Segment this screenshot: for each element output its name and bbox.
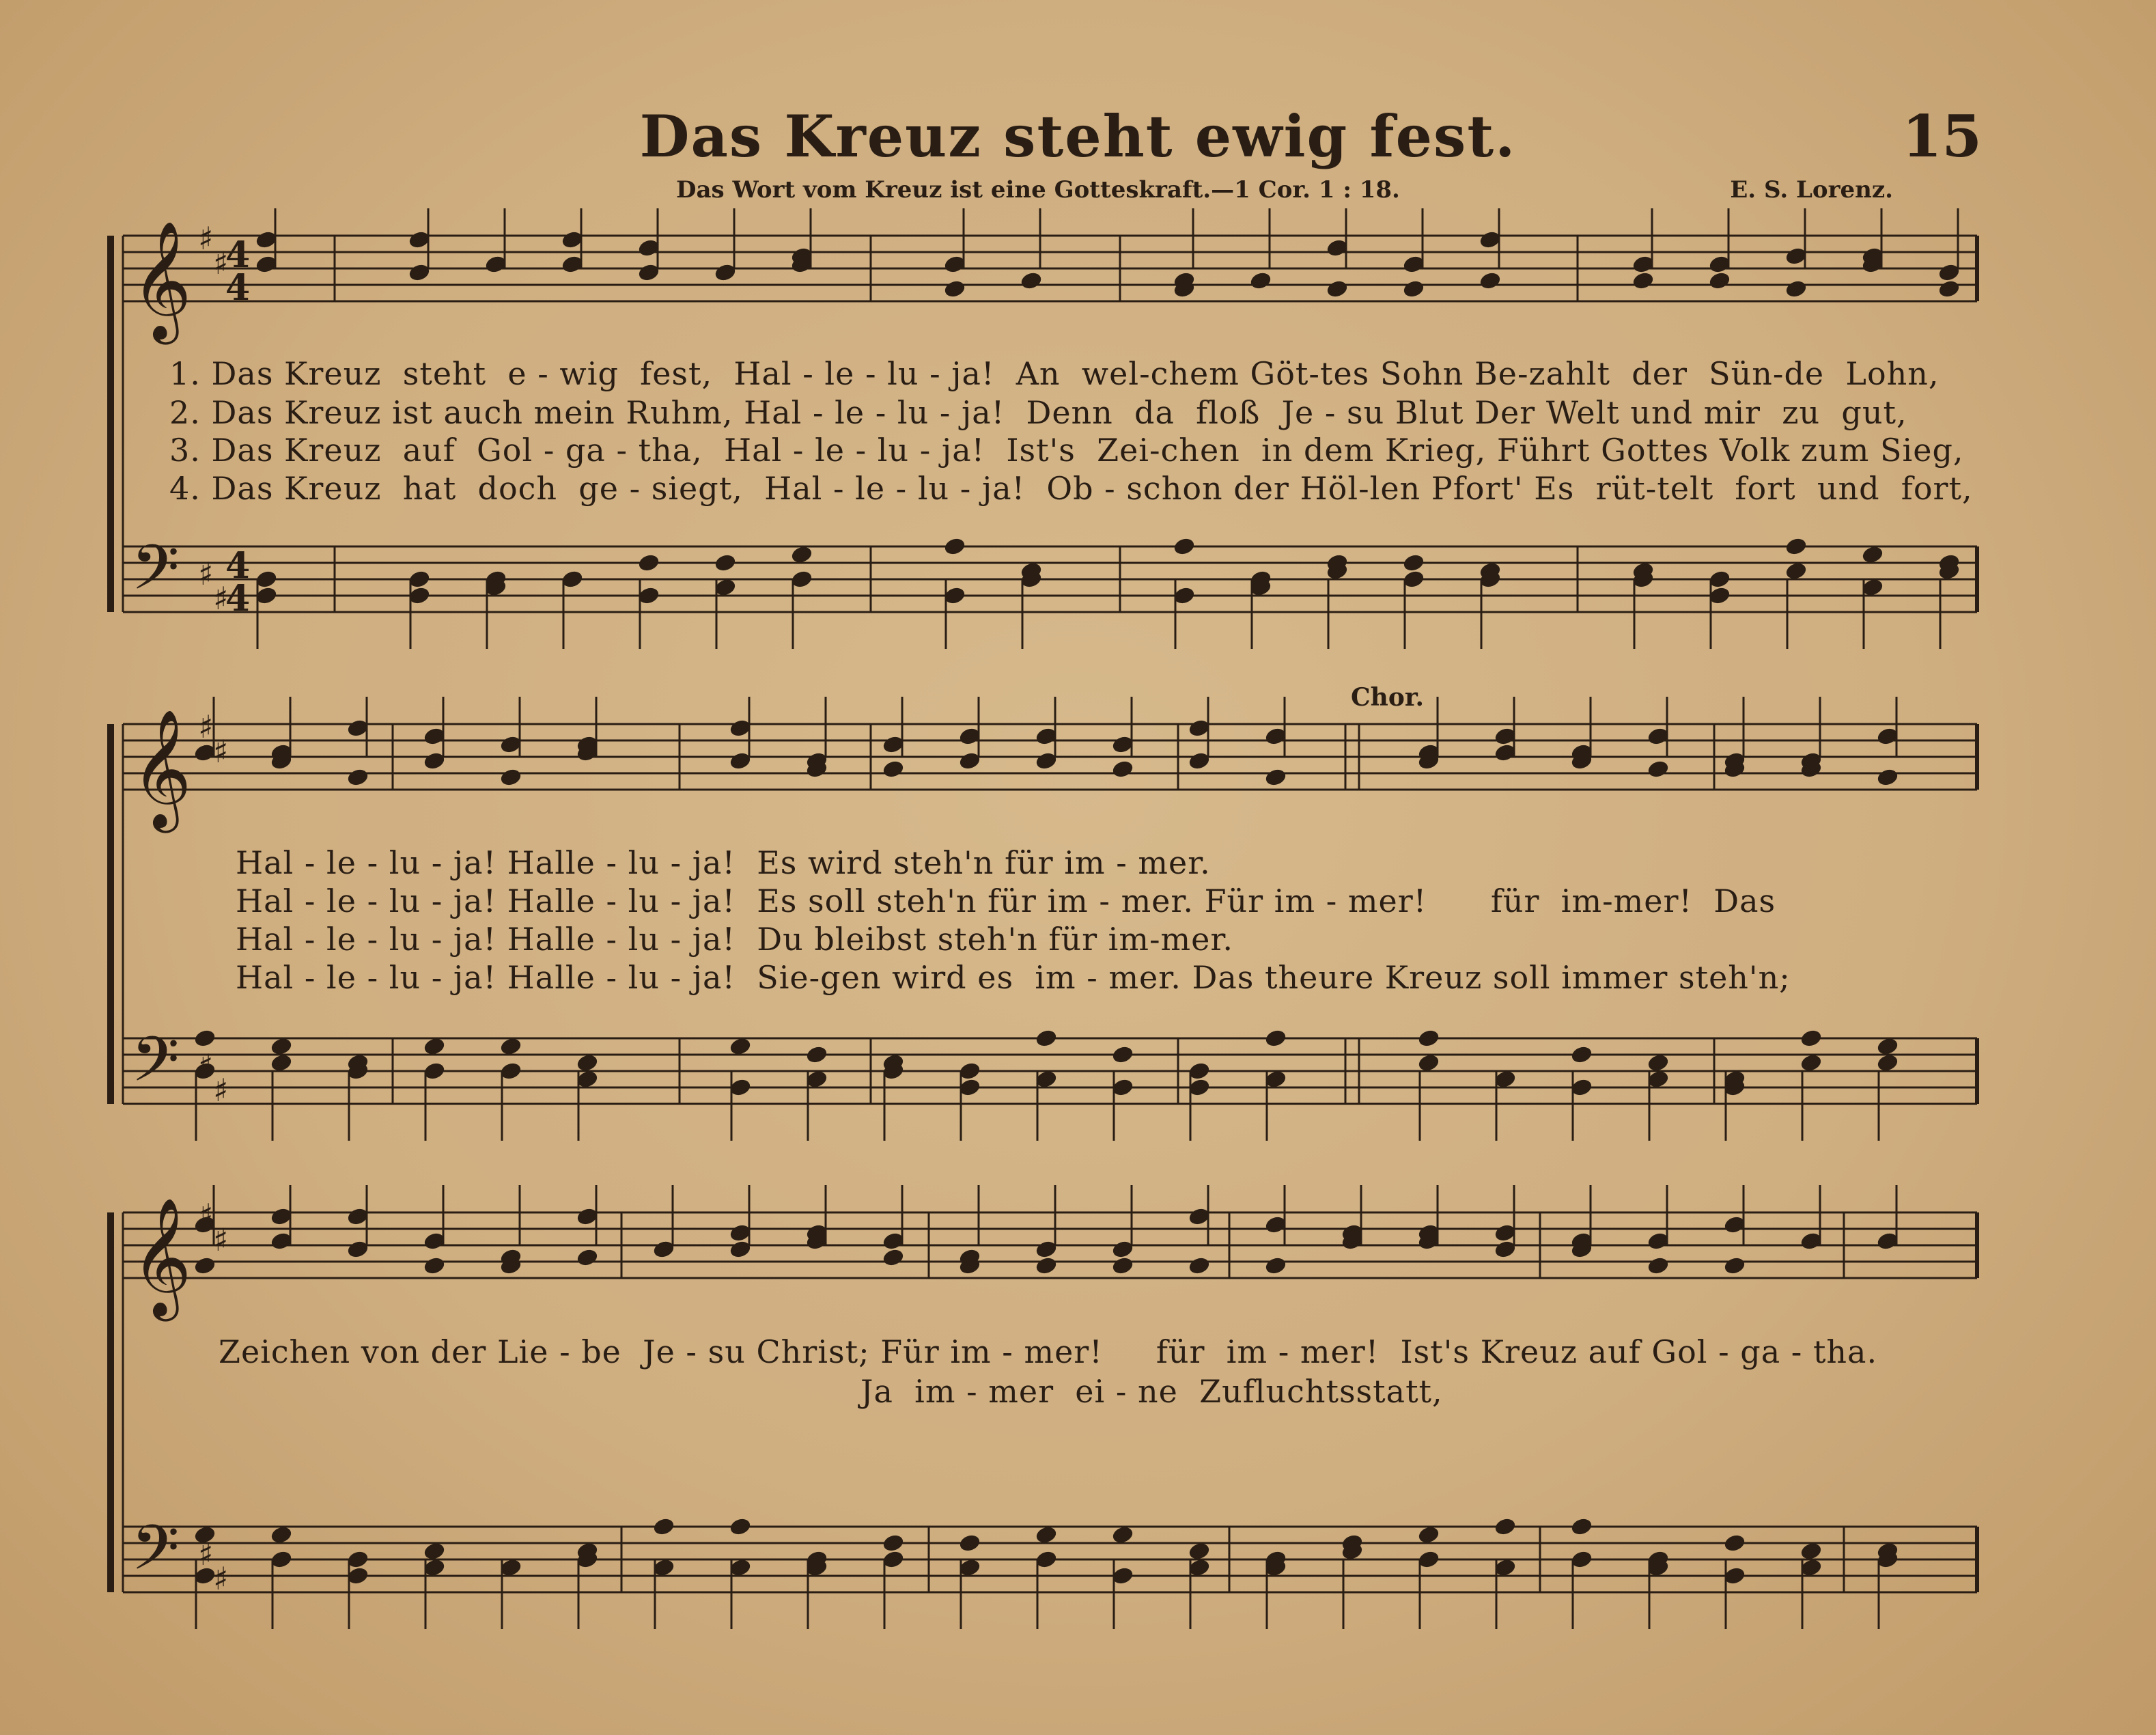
chorus-label: Chor. [1351,683,1425,712]
notehead-1-1-5-1 [576,1053,598,1072]
notehead-0-1-20-0 [1784,537,1807,556]
notehead-1-0-22-1 [1876,768,1899,787]
verse-2-lyrics: 2. Das Kreuz ist auch mein Ruhm, Hal - le - lu - ja! Denn da floß Je - su Blut Der Welt und mir zu gut, [169,394,1907,431]
notehead-1-1-0-0 [193,1029,216,1048]
bass-clef-1: 𝄢 [131,1023,180,1111]
composer-name: E. S. Lorenz. [1730,176,1893,204]
notehead-1-1-12-0 [1111,1045,1134,1064]
notehead-2-0-11-1 [1035,1256,1057,1275]
notehead-2-1-6-0 [652,1517,675,1536]
notehead-0-1-12-0 [1173,537,1195,556]
bass-clef-2: 𝄢 [131,1512,180,1599]
notehead-2-1-11-0 [1035,1525,1057,1544]
scripture-reference: Das Wort vom Kreuz ist eine Gotteskraft.—1 Cor. 1 : 18. [676,176,1400,204]
chorus-line-3-lyrics: Hal - le - lu - ja! Halle - lu - ja! Du bleibst steh'n für im-mer. [236,921,1233,958]
notehead-2-1-10-0 [958,1533,981,1553]
notehead-0-0-14-1 [1326,279,1348,299]
notehead-2-0-3-1 [423,1256,445,1275]
notehead-2-1-13-1 [1188,1542,1210,1561]
time-signature-treble-bottom: 4 [225,267,251,309]
notehead-2-0-20-1 [1723,1256,1746,1275]
notehead-1-1-19-1 [1647,1053,1669,1072]
notehead-1-1-16-1 [1417,1053,1440,1072]
notehead-1-1-21-0 [1800,1029,1822,1048]
notehead-2-1-20-0 [1723,1533,1746,1553]
final-line-2-lyrics: Ja im - mer ei - ne Zufluchtsstatt, [860,1373,1443,1410]
notehead-0-0-10-1 [1020,271,1042,290]
notehead-1-1-22-1 [1876,1053,1899,1072]
notehead-0-1-9-0 [943,537,966,556]
notehead-0-1-7-0 [790,545,813,564]
notehead-0-0-19-1 [1708,271,1731,290]
sharp-sign-2-1: ♯ [213,1221,229,1258]
sharp-sign-0-1: ♯ [213,245,229,281]
sharp-sign-2-3: ♯ [213,1560,229,1597]
notehead-1-1-4-0 [499,1037,522,1056]
notehead-2-1-17-0 [1494,1517,1516,1536]
notehead-2-0-12-1 [1111,1256,1134,1275]
treble-clef-1: 𝄞 [131,709,192,828]
verse-1-lyrics: 1. Das Kreuz steht e - wig fest, Hal - le - lu - ja! An wel-chem Göt-tes Sohn Be-zahlt der Sün-de Lohn, [169,355,1940,392]
sharp-sign-1-1: ♯ [213,733,229,770]
sharp-sign-1-0: ♯ [198,708,214,745]
notehead-2-1-12-0 [1111,1525,1134,1544]
treble-clef-2: 𝄞 [131,1197,192,1316]
notehead-1-0-2-1 [346,768,369,787]
notehead-2-1-18-0 [1570,1517,1593,1536]
notehead-2-1-1-0 [270,1525,292,1544]
sharp-sign-0-3: ♯ [213,580,229,617]
notehead-2-0-13-1 [1188,1256,1210,1275]
hymn-title: Das Kreuz steht ewig fest. [639,102,1517,170]
sharp-sign-0-2: ♯ [198,555,214,592]
time-signature-treble-top: 4 [225,234,251,276]
notehead-0-0-16-1 [1479,271,1501,290]
notehead-0-0-22-1 [1937,279,1960,299]
time-signature-bass-bottom: 4 [225,578,251,620]
notehead-0-1-15-0 [1402,553,1425,572]
notehead-1-0-9-1 [882,760,904,779]
sharp-sign-0-0: ♯ [198,220,214,257]
sharp-sign-2-0: ♯ [198,1197,214,1234]
notehead-1-0-4-1 [499,768,522,787]
notehead-0-0-15-1 [1402,279,1425,299]
time-signature-bass-top: 4 [225,545,251,587]
notehead-1-0-14-1 [1264,768,1287,787]
notehead-1-0-12-1 [1111,760,1134,779]
treble-clef-0: 𝄞 [131,221,192,339]
notehead-0-0-20-1 [1784,279,1807,299]
notehead-1-1-8-0 [805,1045,828,1064]
sharp-sign-1-2: ♯ [198,1047,214,1084]
chorus-line-2-lyrics: Hal - le - lu - ja! Halle - lu - ja! Es soll steh'n für im - mer. Für im - mer! für im-mer! Das [236,883,1776,919]
notehead-1-0-19-1 [1647,760,1669,779]
verse-3-lyrics: 3. Das Kreuz auf Gol - ga - tha, Hal - le - lu - ja! Ist's Zei-chen in dem Krieg, Führt Gottes Volk zum Sieg, [169,432,1964,469]
notehead-2-0-9-1 [882,1248,904,1267]
notehead-0-1-21-0 [1861,545,1884,564]
sharp-sign-2-2: ♯ [198,1536,214,1572]
notehead-1-1-11-0 [1035,1029,1057,1048]
verse-4-lyrics: 4. Das Kreuz hat doch ge - siegt, Hal - le - lu - ja! Ob - schon der Höl-len Pfort' Es rüt-telt fort und fort, [169,470,1973,507]
notehead-0-0-9-1 [943,279,966,299]
notehead-1-1-22-0 [1876,1037,1899,1056]
notehead-1-1-3-0 [423,1037,445,1056]
notehead-1-1-16-0 [1417,1029,1440,1048]
notehead-2-1-9-0 [882,1533,904,1553]
chorus-line-1-lyrics: Hal - le - lu - ja! Halle - lu - ja! Es wird steh'n für im - mer. [236,844,1211,881]
notehead-1-1-1-0 [270,1037,292,1056]
page-number: 15 [1902,102,1982,170]
notehead-1-1-7-0 [729,1037,751,1056]
notehead-0-0-18-0 [1632,271,1654,290]
notehead-2-0-0-1 [193,1256,216,1275]
notehead-0-1-6-0 [714,553,736,572]
notehead-2-1-21-0 [1800,1542,1822,1561]
notehead-1-1-14-0 [1264,1029,1287,1048]
chorus-line-4-lyrics: Hal - le - lu - ja! Halle - lu - ja! Sie-gen wird es im - mer. Das theure Kreuz soll immer steh'n; [236,959,1791,996]
notehead-2-1-3-1 [423,1542,445,1561]
notehead-2-1-7-0 [729,1517,751,1536]
final-line-1-lyrics: Zeichen von der Lie - be Je - su Christ; Für im - mer! für im - mer! Ist's Kreuz auf Gol - ga - tha. [219,1333,1878,1370]
notehead-0-0-13-1 [1249,271,1272,290]
notehead-2-0-19-1 [1647,1256,1669,1275]
notehead-1-1-1-1 [270,1053,292,1072]
notehead-0-1-5-0 [637,553,660,572]
notehead-1-1-21-1 [1800,1053,1822,1072]
notehead-2-0-14-1 [1264,1256,1287,1275]
sharp-sign-1-3: ♯ [213,1072,229,1109]
notehead-2-1-16-0 [1417,1525,1440,1544]
notehead-2-0-5-1 [576,1248,598,1267]
notehead-1-1-18-0 [1570,1045,1593,1064]
notehead-0-1-20-1 [1784,561,1807,581]
bass-clef-0: 𝄢 [131,531,180,619]
